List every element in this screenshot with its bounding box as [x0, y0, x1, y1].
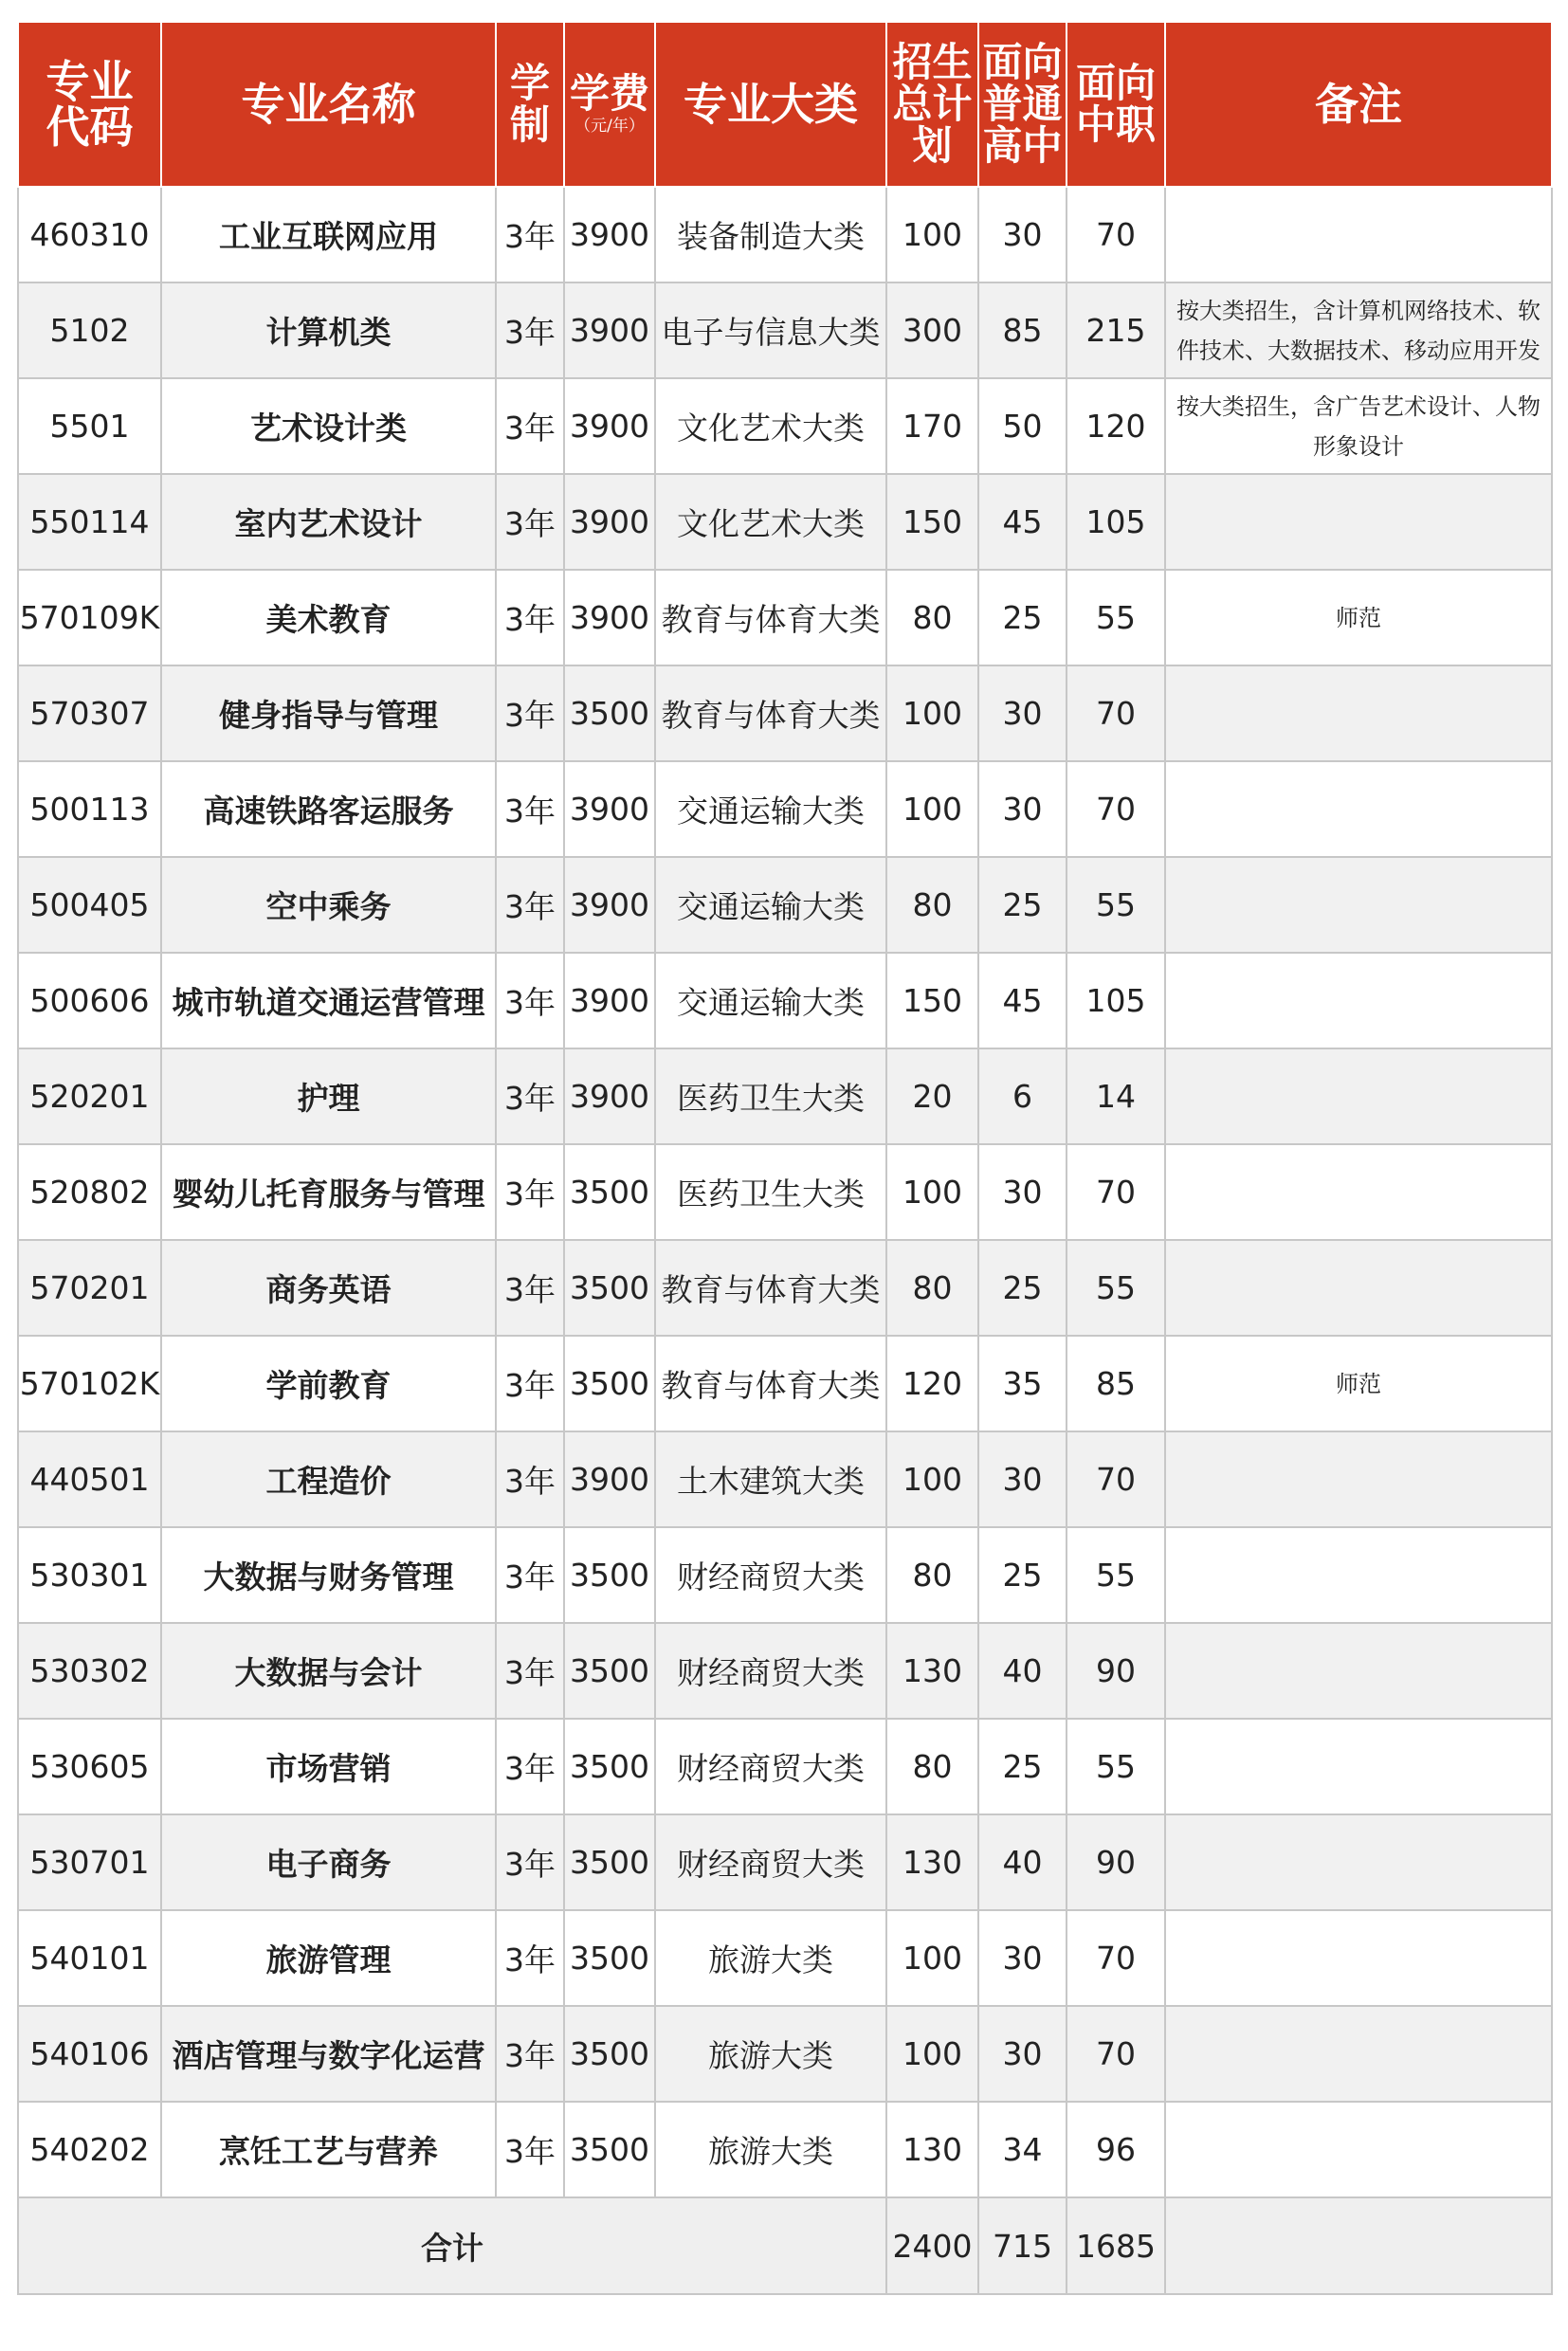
cell-remarks [1165, 665, 1552, 761]
table-row [18, 1527, 1552, 1623]
table-row [18, 857, 1552, 953]
total-remarks [1165, 2197, 1552, 2294]
cell-duration: 3年 [496, 857, 564, 953]
cell-code: 530301 [18, 1527, 161, 1623]
cell-general: 30 [978, 1144, 1067, 1240]
cell-duration: 3年 [496, 1623, 564, 1719]
cell-vocational: 70 [1067, 761, 1165, 857]
header-code: 专业 代码 [18, 22, 161, 187]
cell-name: 旅游管理 [161, 1910, 496, 2006]
cell-name: 烹饪工艺与营养 [161, 2102, 496, 2197]
cell-vocational: 105 [1067, 953, 1165, 1048]
header-vocational: 面向 中职 [1067, 22, 1165, 187]
cell-category: 土木建筑大类 [655, 1431, 886, 1527]
cell-name: 空中乘务 [161, 857, 496, 953]
cell-duration: 3年 [496, 761, 564, 857]
cell-name: 城市轨道交通运营管理 [161, 953, 496, 1048]
cell-remarks [1165, 1527, 1552, 1623]
cell-name: 商务英语 [161, 1240, 496, 1336]
cell-category: 交通运输大类 [655, 857, 886, 953]
cell-code: 540202 [18, 2102, 161, 2197]
cell-name: 工程造价 [161, 1431, 496, 1527]
cell-general: 25 [978, 1719, 1067, 1814]
cell-category: 装备制造大类 [655, 187, 886, 282]
cell-remarks [1165, 1144, 1552, 1240]
cell-vocational: 215 [1067, 282, 1165, 378]
cell-remarks [1165, 857, 1552, 953]
cell-name: 美术教育 [161, 570, 496, 665]
cell-general: 25 [978, 1527, 1067, 1623]
cell-category: 财经商贸大类 [655, 1527, 886, 1623]
cell-fee: 3900 [564, 282, 655, 378]
cell-code: 460310 [18, 187, 161, 282]
cell-remarks [1165, 761, 1552, 857]
cell-category: 教育与体育大类 [655, 1336, 886, 1431]
cell-code: 500405 [18, 857, 161, 953]
cell-fee: 3500 [564, 1623, 655, 1719]
cell-category: 教育与体育大类 [655, 665, 886, 761]
cell-fee: 3500 [564, 1336, 655, 1431]
table-row [18, 187, 1552, 282]
cell-remarks [1165, 1336, 1552, 1431]
cell-general: 35 [978, 1336, 1067, 1431]
cell-vocational: 70 [1067, 187, 1165, 282]
cell-code: 540101 [18, 1910, 161, 2006]
cell-vocational: 14 [1067, 1048, 1165, 1144]
cell-general: 45 [978, 953, 1067, 1048]
cell-fee: 3900 [564, 570, 655, 665]
cell-general: 30 [978, 2006, 1067, 2102]
cell-duration: 3年 [496, 1240, 564, 1336]
table-row [18, 1910, 1552, 2006]
cell-duration: 3年 [496, 1527, 564, 1623]
total-label: 合计 [18, 2197, 886, 2294]
remarks-line: 按大类招生，含广告艺术设计、人物 [1176, 392, 1541, 420]
cell-category: 电子与信息大类 [655, 282, 886, 378]
cell-vocational: 90 [1067, 1814, 1165, 1910]
cell-remarks [1165, 2102, 1552, 2197]
cell-code: 570201 [18, 1240, 161, 1336]
cell-general: 25 [978, 1240, 1067, 1336]
header-fee-unit: （元/年） [574, 117, 645, 137]
cell-fee: 3900 [564, 857, 655, 953]
header-row [18, 22, 1552, 187]
cell-total: 300 [886, 282, 978, 378]
cell-vocational: 120 [1067, 378, 1165, 474]
table-row [18, 761, 1552, 857]
cell-remarks [1165, 953, 1552, 1048]
cell-duration: 3年 [496, 1910, 564, 2006]
cell-total: 100 [886, 1144, 978, 1240]
cell-general: 45 [978, 474, 1067, 570]
table-row [18, 474, 1552, 570]
cell-category: 教育与体育大类 [655, 1240, 886, 1336]
cell-total: 120 [886, 1336, 978, 1431]
cell-general: 25 [978, 570, 1067, 665]
cell-code: 530302 [18, 1623, 161, 1719]
cell-vocational: 70 [1067, 1431, 1165, 1527]
cell-vocational: 105 [1067, 474, 1165, 570]
cell-fee: 3500 [564, 1527, 655, 1623]
cell-code: 5102 [18, 282, 161, 378]
cell-fee: 3900 [564, 1048, 655, 1144]
cell-category: 财经商贸大类 [655, 1623, 886, 1719]
cell-category: 财经商贸大类 [655, 1814, 886, 1910]
cell-general: 25 [978, 857, 1067, 953]
cell-code: 5501 [18, 378, 161, 474]
cell-remarks [1165, 1623, 1552, 1719]
cell-duration: 3年 [496, 1144, 564, 1240]
cell-total: 150 [886, 953, 978, 1048]
cell-duration: 3年 [496, 1336, 564, 1431]
cell-remarks [1165, 1719, 1552, 1814]
cell-general: 30 [978, 665, 1067, 761]
cell-duration: 3年 [496, 953, 564, 1048]
cell-total: 130 [886, 1623, 978, 1719]
cell-vocational: 90 [1067, 1623, 1165, 1719]
cell-vocational: 70 [1067, 2006, 1165, 2102]
cell-general: 6 [978, 1048, 1067, 1144]
cell-fee: 3900 [564, 187, 655, 282]
cell-general: 50 [978, 378, 1067, 474]
cell-total: 100 [886, 187, 978, 282]
cell-general: 30 [978, 1910, 1067, 2006]
cell-remarks [1165, 570, 1552, 665]
remarks-line: 师范 [1336, 1370, 1381, 1397]
cell-vocational: 55 [1067, 570, 1165, 665]
header-duration: 学 制 [496, 22, 564, 187]
cell-name: 健身指导与管理 [161, 665, 496, 761]
cell-remarks [1165, 282, 1552, 378]
cell-vocational: 55 [1067, 1240, 1165, 1336]
cell-fee: 3900 [564, 1431, 655, 1527]
cell-total: 100 [886, 1910, 978, 2006]
cell-remarks [1165, 1431, 1552, 1527]
cell-code: 530605 [18, 1719, 161, 1814]
cell-duration: 3年 [496, 378, 564, 474]
cell-category: 旅游大类 [655, 1910, 886, 2006]
cell-duration: 3年 [496, 1719, 564, 1814]
table-row [18, 1336, 1552, 1431]
cell-duration: 3年 [496, 570, 564, 665]
header-total-plan: 招生 总计 划 [886, 22, 978, 187]
cell-remarks [1165, 1910, 1552, 2006]
cell-vocational: 55 [1067, 1527, 1165, 1623]
cell-vocational: 55 [1067, 857, 1165, 953]
cell-fee: 3500 [564, 1719, 655, 1814]
cell-fee: 3500 [564, 665, 655, 761]
cell-total: 80 [886, 1719, 978, 1814]
cell-general: 30 [978, 761, 1067, 857]
table-row [18, 1240, 1552, 1336]
cell-duration: 3年 [496, 665, 564, 761]
cell-vocational: 55 [1067, 1719, 1165, 1814]
cell-code: 520201 [18, 1048, 161, 1144]
header-category: 专业大类 [655, 22, 886, 187]
cell-fee: 3500 [564, 1910, 655, 2006]
table-row [18, 1048, 1552, 1144]
cell-general: 30 [978, 187, 1067, 282]
table-row [18, 282, 1552, 378]
cell-name: 市场营销 [161, 1719, 496, 1814]
cell-code: 440501 [18, 1431, 161, 1527]
cell-total: 80 [886, 1240, 978, 1336]
cell-total: 100 [886, 761, 978, 857]
cell-category: 文化艺术大类 [655, 474, 886, 570]
cell-code: 500113 [18, 761, 161, 857]
cell-code: 500606 [18, 953, 161, 1048]
enrollment-plan-sheet [17, 21, 1551, 2295]
cell-vocational: 70 [1067, 1910, 1165, 2006]
cell-fee: 3900 [564, 953, 655, 1048]
remarks-line: 按大类招生，含计算机网络技术、软 [1176, 297, 1541, 324]
table-row [18, 1814, 1552, 1910]
cell-total: 150 [886, 474, 978, 570]
cell-general: 40 [978, 1814, 1067, 1910]
cell-category: 交通运输大类 [655, 761, 886, 857]
table-row [18, 2102, 1552, 2197]
cell-fee: 3900 [564, 761, 655, 857]
enrollment-plan-table [17, 21, 1553, 2295]
cell-total: 80 [886, 857, 978, 953]
cell-total: 170 [886, 378, 978, 474]
cell-name: 酒店管理与数字化运营 [161, 2006, 496, 2102]
cell-name: 电子商务 [161, 1814, 496, 1910]
table-row [18, 953, 1552, 1048]
cell-code: 530701 [18, 1814, 161, 1910]
table-row [18, 570, 1552, 665]
cell-name: 学前教育 [161, 1336, 496, 1431]
cell-total: 130 [886, 2102, 978, 2197]
header-general-hs: 面向 普通 高中 [978, 22, 1067, 187]
cell-remarks [1165, 2006, 1552, 2102]
total-general-sum: 715 [978, 2197, 1067, 2294]
cell-name: 工业互联网应用 [161, 187, 496, 282]
table-row [18, 378, 1552, 474]
remarks-line: 形象设计 [1313, 432, 1404, 460]
cell-category: 旅游大类 [655, 2102, 886, 2197]
cell-duration: 3年 [496, 1814, 564, 1910]
cell-total: 80 [886, 570, 978, 665]
cell-general: 34 [978, 2102, 1067, 2197]
cell-name: 室内艺术设计 [161, 474, 496, 570]
cell-fee: 3500 [564, 1144, 655, 1240]
remarks-line: 件技术、大数据技术、移动应用开发 [1176, 337, 1541, 364]
cell-duration: 3年 [496, 2006, 564, 2102]
cell-remarks [1165, 1048, 1552, 1144]
cell-total: 100 [886, 1431, 978, 1527]
cell-category: 财经商贸大类 [655, 1719, 886, 1814]
cell-code: 540106 [18, 2006, 161, 2102]
cell-general: 40 [978, 1623, 1067, 1719]
cell-fee: 3500 [564, 2006, 655, 2102]
cell-name: 大数据与财务管理 [161, 1527, 496, 1623]
header-remarks: 备注 [1165, 22, 1552, 187]
cell-fee: 3500 [564, 1814, 655, 1910]
cell-vocational: 70 [1067, 1144, 1165, 1240]
cell-duration: 3年 [496, 474, 564, 570]
cell-name: 高速铁路客运服务 [161, 761, 496, 857]
cell-fee: 3900 [564, 378, 655, 474]
cell-remarks [1165, 474, 1552, 570]
cell-code: 570109K [18, 570, 161, 665]
cell-total: 130 [886, 1814, 978, 1910]
table-row [18, 665, 1552, 761]
cell-remarks [1165, 1240, 1552, 1336]
cell-duration: 3年 [496, 282, 564, 378]
cell-name: 婴幼儿托育服务与管理 [161, 1144, 496, 1240]
cell-duration: 3年 [496, 1431, 564, 1527]
cell-code: 570307 [18, 665, 161, 761]
cell-name: 艺术设计类 [161, 378, 496, 474]
cell-name: 护理 [161, 1048, 496, 1144]
cell-duration: 3年 [496, 187, 564, 282]
cell-duration: 3年 [496, 2102, 564, 2197]
table-row [18, 1144, 1552, 1240]
cell-remarks [1165, 378, 1552, 474]
table-row [18, 1431, 1552, 1527]
cell-vocational: 85 [1067, 1336, 1165, 1431]
cell-vocational: 70 [1067, 665, 1165, 761]
header-name: 专业名称 [161, 22, 496, 187]
table-row [18, 1719, 1552, 1814]
cell-fee: 3900 [564, 474, 655, 570]
cell-total: 20 [886, 1048, 978, 1144]
cell-category: 医药卫生大类 [655, 1144, 886, 1240]
cell-fee: 3500 [564, 1240, 655, 1336]
cell-fee: 3500 [564, 2102, 655, 2197]
table-row [18, 1623, 1552, 1719]
total-plan-sum: 2400 [886, 2197, 978, 2294]
cell-total: 100 [886, 2006, 978, 2102]
cell-category: 文化艺术大类 [655, 378, 886, 474]
cell-category: 旅游大类 [655, 2006, 886, 2102]
header-fee: 学费 （元/年） [564, 22, 655, 187]
cell-code: 550114 [18, 474, 161, 570]
cell-remarks [1165, 1814, 1552, 1910]
cell-remarks [1165, 187, 1552, 282]
cell-general: 30 [978, 1431, 1067, 1527]
cell-category: 交通运输大类 [655, 953, 886, 1048]
cell-general: 85 [978, 282, 1067, 378]
remarks-line: 师范 [1336, 604, 1381, 631]
cell-category: 医药卫生大类 [655, 1048, 886, 1144]
cell-total: 100 [886, 665, 978, 761]
cell-name: 大数据与会计 [161, 1623, 496, 1719]
cell-category: 教育与体育大类 [655, 570, 886, 665]
cell-total: 80 [886, 1527, 978, 1623]
total-row [18, 2197, 1552, 2294]
cell-code: 520802 [18, 1144, 161, 1240]
cell-vocational: 96 [1067, 2102, 1165, 2197]
cell-duration: 3年 [496, 1048, 564, 1144]
total-vocational-sum: 1685 [1067, 2197, 1165, 2294]
cell-name: 计算机类 [161, 282, 496, 378]
cell-code: 570102K [18, 1336, 161, 1431]
table-row [18, 2006, 1552, 2102]
